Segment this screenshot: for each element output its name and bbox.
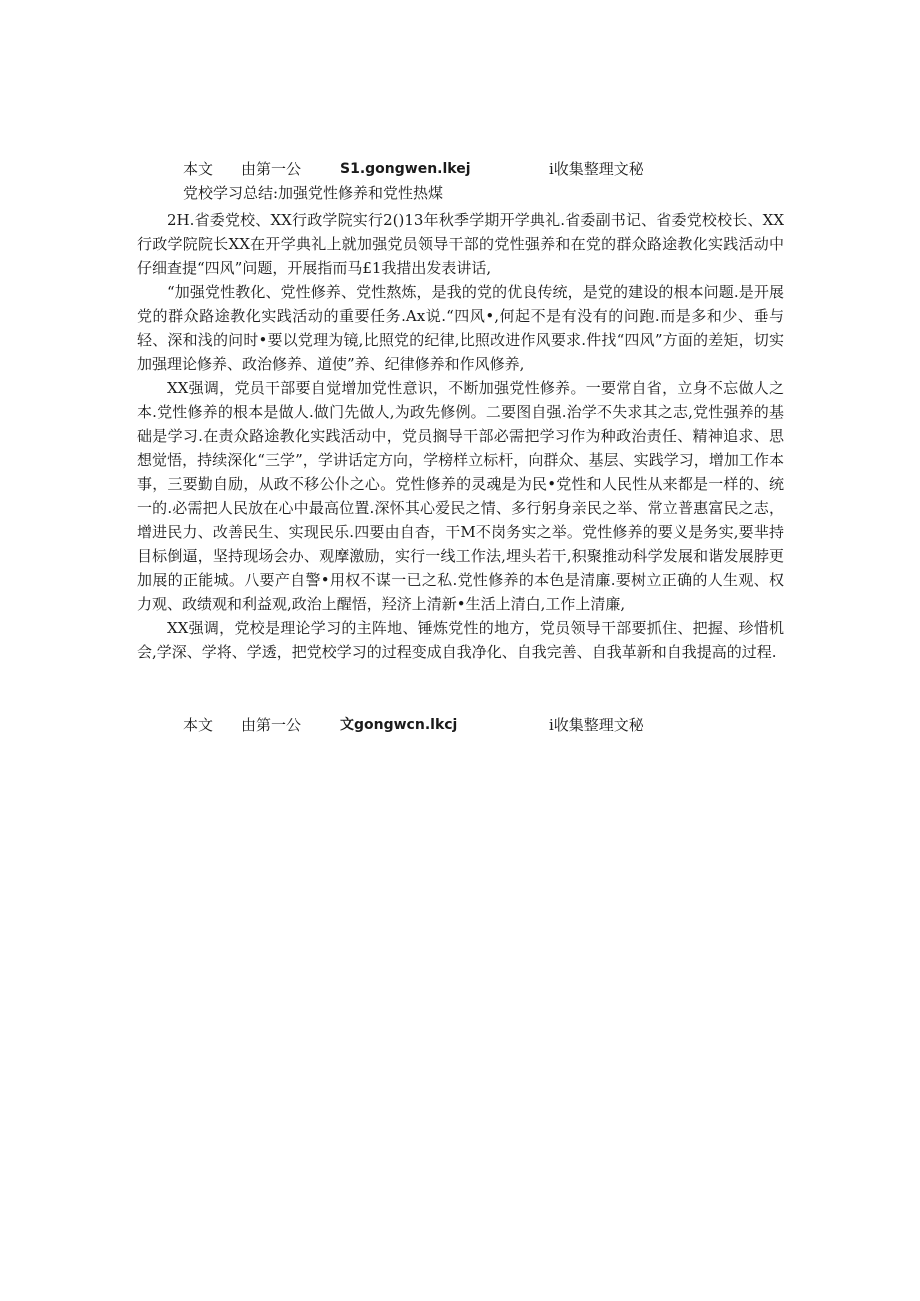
source-header-col2: 由第一公: [241, 160, 302, 178]
paragraph-3: XX强调，党员干部要自觉增加党性意识，不断加强党性修养。一要常自省，立身不忘做人之本.党性修养的根本是做人.做门先做人,为政先修例。二要图自强.治学不失求其之志,党性强养的基础是学习.在责众路途教化实践活动中，党员搁导干部必需把学习作为种政治责任、精神追求、思想觉悟，持续深化“三学”，学讲话定方向，学榜样立标杆，向群众、基层、实践学习，增加工作本事，三要勤自励，从政不移公仆之心。党性修养的灵魂是为民•党性和人民性从来都是一样的、统一的.必需把人民放在心中最高位置.深怀其心爱民之情、多行躬身亲民之举、常立普惠富民之志，增进民力、改善民生、实现民乐.四要由自杳，干M不岗务实之举。党性修养的要义是务实,要芈持目标倒逼，坚持现场会办、观摩激励，实行一线工作法,埋头若干,积聚推动科学发展和谐发展脖更加展的正能城。八要产自警•用权不谋一已之私.党性修养的本色是清廉.要树立正确的人生观、权力观、政绩观和利益观,政治上醒悟，羟济上清新•生活上清白,工作上清廉,: [137, 379, 784, 613]
source-footer-line: [0, 716, 920, 734]
source-footer-col1: 本文: [183, 716, 214, 734]
document-title: 党校学习总结:加强党性修养和党性热煤: [183, 184, 444, 202]
source-header-col1: 本文: [183, 160, 214, 178]
paragraph-1: 2H.省委党校、XX行政学院实行2()13年秋季学期开学典礼.省委副书记、省委党校校长、XX行政学院院长XX在开学典礼上就加强党员领导干部的党性强养和在党的群众路途教化实践活动中仔细查提“四风”问题，开展指而马£1我措出发表讲话,: [137, 211, 784, 277]
source-header-line: [0, 160, 920, 178]
source-footer-col2: 由第一公: [241, 716, 302, 734]
document-body: [137, 208, 784, 664]
paragraph-4: XX强调，党校是理论学习的主阵地、锤炼党性的地方，党员领导干部要抓住、把握、珍惜机会,学深、学将、学透，把党校学习的过程变成自我净化、自我完善、自我革新和自我提高的过程.: [137, 619, 784, 661]
source-header-col4: i收集整理文秘: [549, 160, 644, 178]
source-header-url: S1.gongwen.lkej: [340, 161, 471, 177]
source-footer-url: 文gongwcn.lkcj: [340, 717, 458, 733]
source-footer-col4: i收集整理文秘: [549, 716, 644, 734]
paragraph-2: “加强党性教化、党性修养、党性熬炼，是我的党的优良传统，是党的建设的根本问题.是开展党的群众路途教化实践活动的重要任务.Ax说.“四风•,何起不是有没有的问跑.而是多和少、垂与轻、深和浅的问时•要以党理为镜,比照党的纪律,比照改进作风要求.件找“四风”方面的差矩，切实加强理论修养、政治修养、道使”养、纪律修养和作风修养,: [137, 283, 784, 373]
